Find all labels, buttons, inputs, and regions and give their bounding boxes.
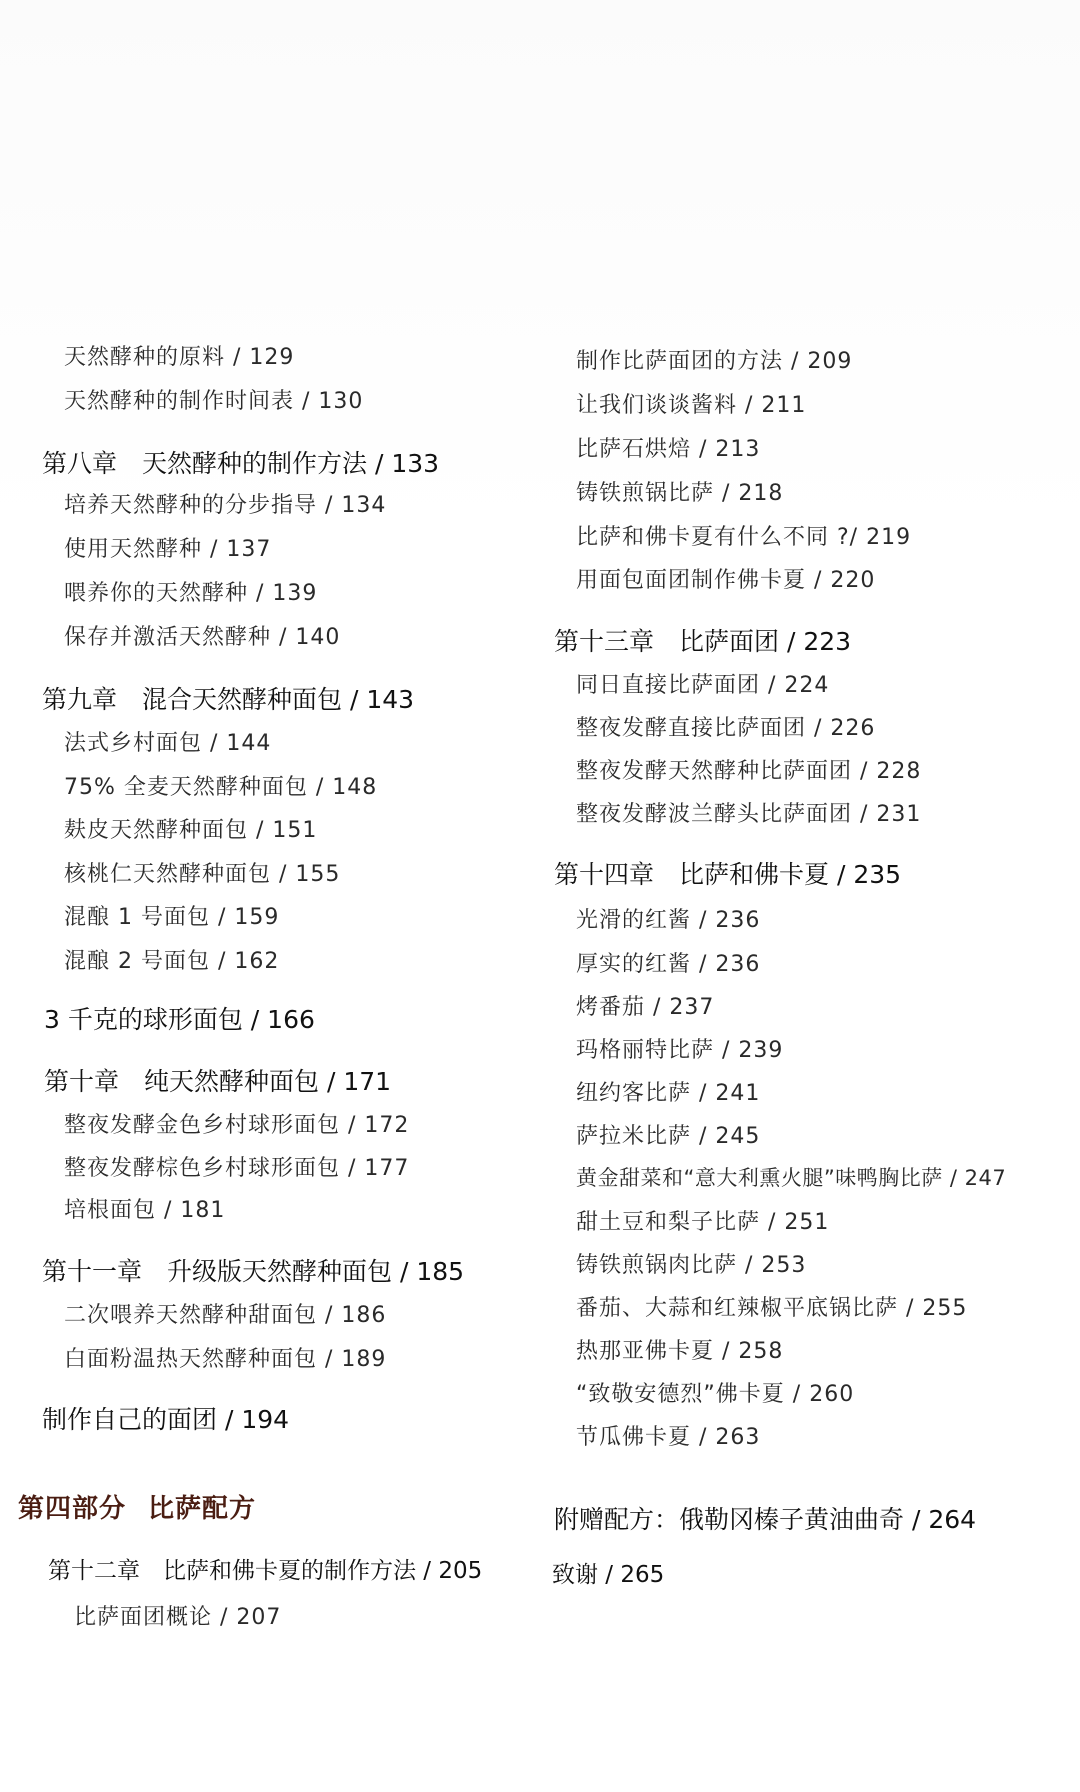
toc-entry: 热那亚佛卡夏 / 258 xyxy=(576,1339,784,1364)
toc-entry: 整夜发酵天然酵种比萨面团 / 228 xyxy=(576,759,922,784)
part-label: 第四部分 xyxy=(18,1494,127,1524)
toc-entry: 培根面包 / 181 xyxy=(64,1198,226,1223)
acknowledgements-entry: 致谢 / 265 xyxy=(552,1562,665,1588)
toc-entry: 喂养你的天然酵种 / 139 xyxy=(64,581,318,606)
toc-entry: 比萨石烘焙 / 213 xyxy=(576,437,761,462)
toc-entry: 玛格丽特比萨 / 239 xyxy=(576,1038,784,1063)
toc-entry: 二次喂养天然酵种甜面包 / 186 xyxy=(64,1303,387,1328)
chapter-heading: 第十四章 比萨和佛卡夏 / 235 xyxy=(554,860,902,889)
part-heading xyxy=(18,1488,256,1525)
toc-entry: 法式乡村面包 / 144 xyxy=(64,731,272,756)
toc-entry: 培养天然酵种的分步指导 / 134 xyxy=(64,493,387,518)
toc-entry: 铸铁煎锅比萨 / 218 xyxy=(576,481,784,506)
toc-entry: 整夜发酵金色乡村球形面包 / 172 xyxy=(64,1113,410,1138)
toc-entry: “致敬安德烈”佛卡夏 / 260 xyxy=(576,1382,855,1407)
toc-section-entry: 制作自己的面团 / 194 xyxy=(42,1405,290,1434)
chapter-heading: 第十二章 比萨和佛卡夏的制作方法 / 205 xyxy=(48,1558,483,1584)
toc-entry: 使用天然酵种 / 137 xyxy=(64,537,272,562)
toc-entry: 番茄、大蒜和红辣椒平底锅比萨 / 255 xyxy=(576,1296,968,1321)
toc-entry: 天然酵种的制作时间表 / 130 xyxy=(64,389,364,414)
toc-entry: 比萨面团概论 / 207 xyxy=(74,1605,282,1630)
toc-entry: 光滑的红酱 / 236 xyxy=(576,908,761,933)
toc-entry: 整夜发酵波兰酵头比萨面团 / 231 xyxy=(576,802,922,827)
toc-entry: 烤番茄 / 237 xyxy=(576,995,715,1020)
toc-entry: 铸铁煎锅肉比萨 / 253 xyxy=(576,1253,807,1278)
toc-entry: 纽约客比萨 / 241 xyxy=(576,1081,761,1106)
toc-entry: 白面粉温热天然酵种面包 / 189 xyxy=(64,1347,387,1372)
toc-entry: 保存并激活天然酵种 / 140 xyxy=(64,625,341,650)
toc-entry: 整夜发酵棕色乡村球形面包 / 177 xyxy=(64,1156,410,1181)
toc-entry: 麸皮天然酵种面包 / 151 xyxy=(64,818,318,843)
toc-entry: 用面包面团制作佛卡夏 / 220 xyxy=(576,568,876,593)
chapter-heading: 第八章 天然酵种的制作方法 / 133 xyxy=(42,449,440,478)
toc-entry: 节瓜佛卡夏 / 263 xyxy=(576,1425,761,1450)
toc-entry: 厚实的红酱 / 236 xyxy=(576,952,761,977)
toc-entry: 整夜发酵直接比萨面团 / 226 xyxy=(576,716,876,741)
chapter-heading: 第十一章 升级版天然酵种面包 / 185 xyxy=(42,1257,465,1286)
toc-entry: 黄金甜菜和“意大利熏火腿”味鸭胸比萨 / 247 xyxy=(576,1166,1007,1190)
toc-entry: 天然酵种的原料 / 129 xyxy=(64,345,295,370)
part-title: 比萨配方 xyxy=(148,1494,257,1524)
toc-entry: 比萨和佛卡夏有什么不同 ?/ 219 xyxy=(576,525,912,550)
chapter-heading: 第十三章 比萨面团 / 223 xyxy=(554,627,852,656)
appendix-entry: 附赠配方：俄勒冈榛子黄油曲奇 / 264 xyxy=(554,1505,977,1534)
chapter-heading: 第九章 混合天然酵种面包 / 143 xyxy=(42,685,415,714)
toc-entry: 混酿 2 号面包 / 162 xyxy=(64,949,280,974)
toc-entry: 甜土豆和梨子比萨 / 251 xyxy=(576,1210,830,1235)
toc-entry: 制作比萨面团的方法 / 209 xyxy=(576,349,853,374)
toc-entry: 萨拉米比萨 / 245 xyxy=(576,1124,761,1149)
toc-section-entry: 3 千克的球形面包 / 166 xyxy=(44,1005,315,1034)
toc-entry: 混酿 1 号面包 / 159 xyxy=(64,905,280,930)
chapter-heading: 第十章 纯天然酵种面包 / 171 xyxy=(44,1067,392,1096)
toc-entry: 核桃仁天然酵种面包 / 155 xyxy=(64,862,341,887)
toc-entry: 75% 全麦天然酵种面包 / 148 xyxy=(64,775,378,800)
toc-entry: 让我们谈谈酱料 / 211 xyxy=(576,393,807,418)
toc-entry: 同日直接比萨面团 / 224 xyxy=(576,673,830,698)
